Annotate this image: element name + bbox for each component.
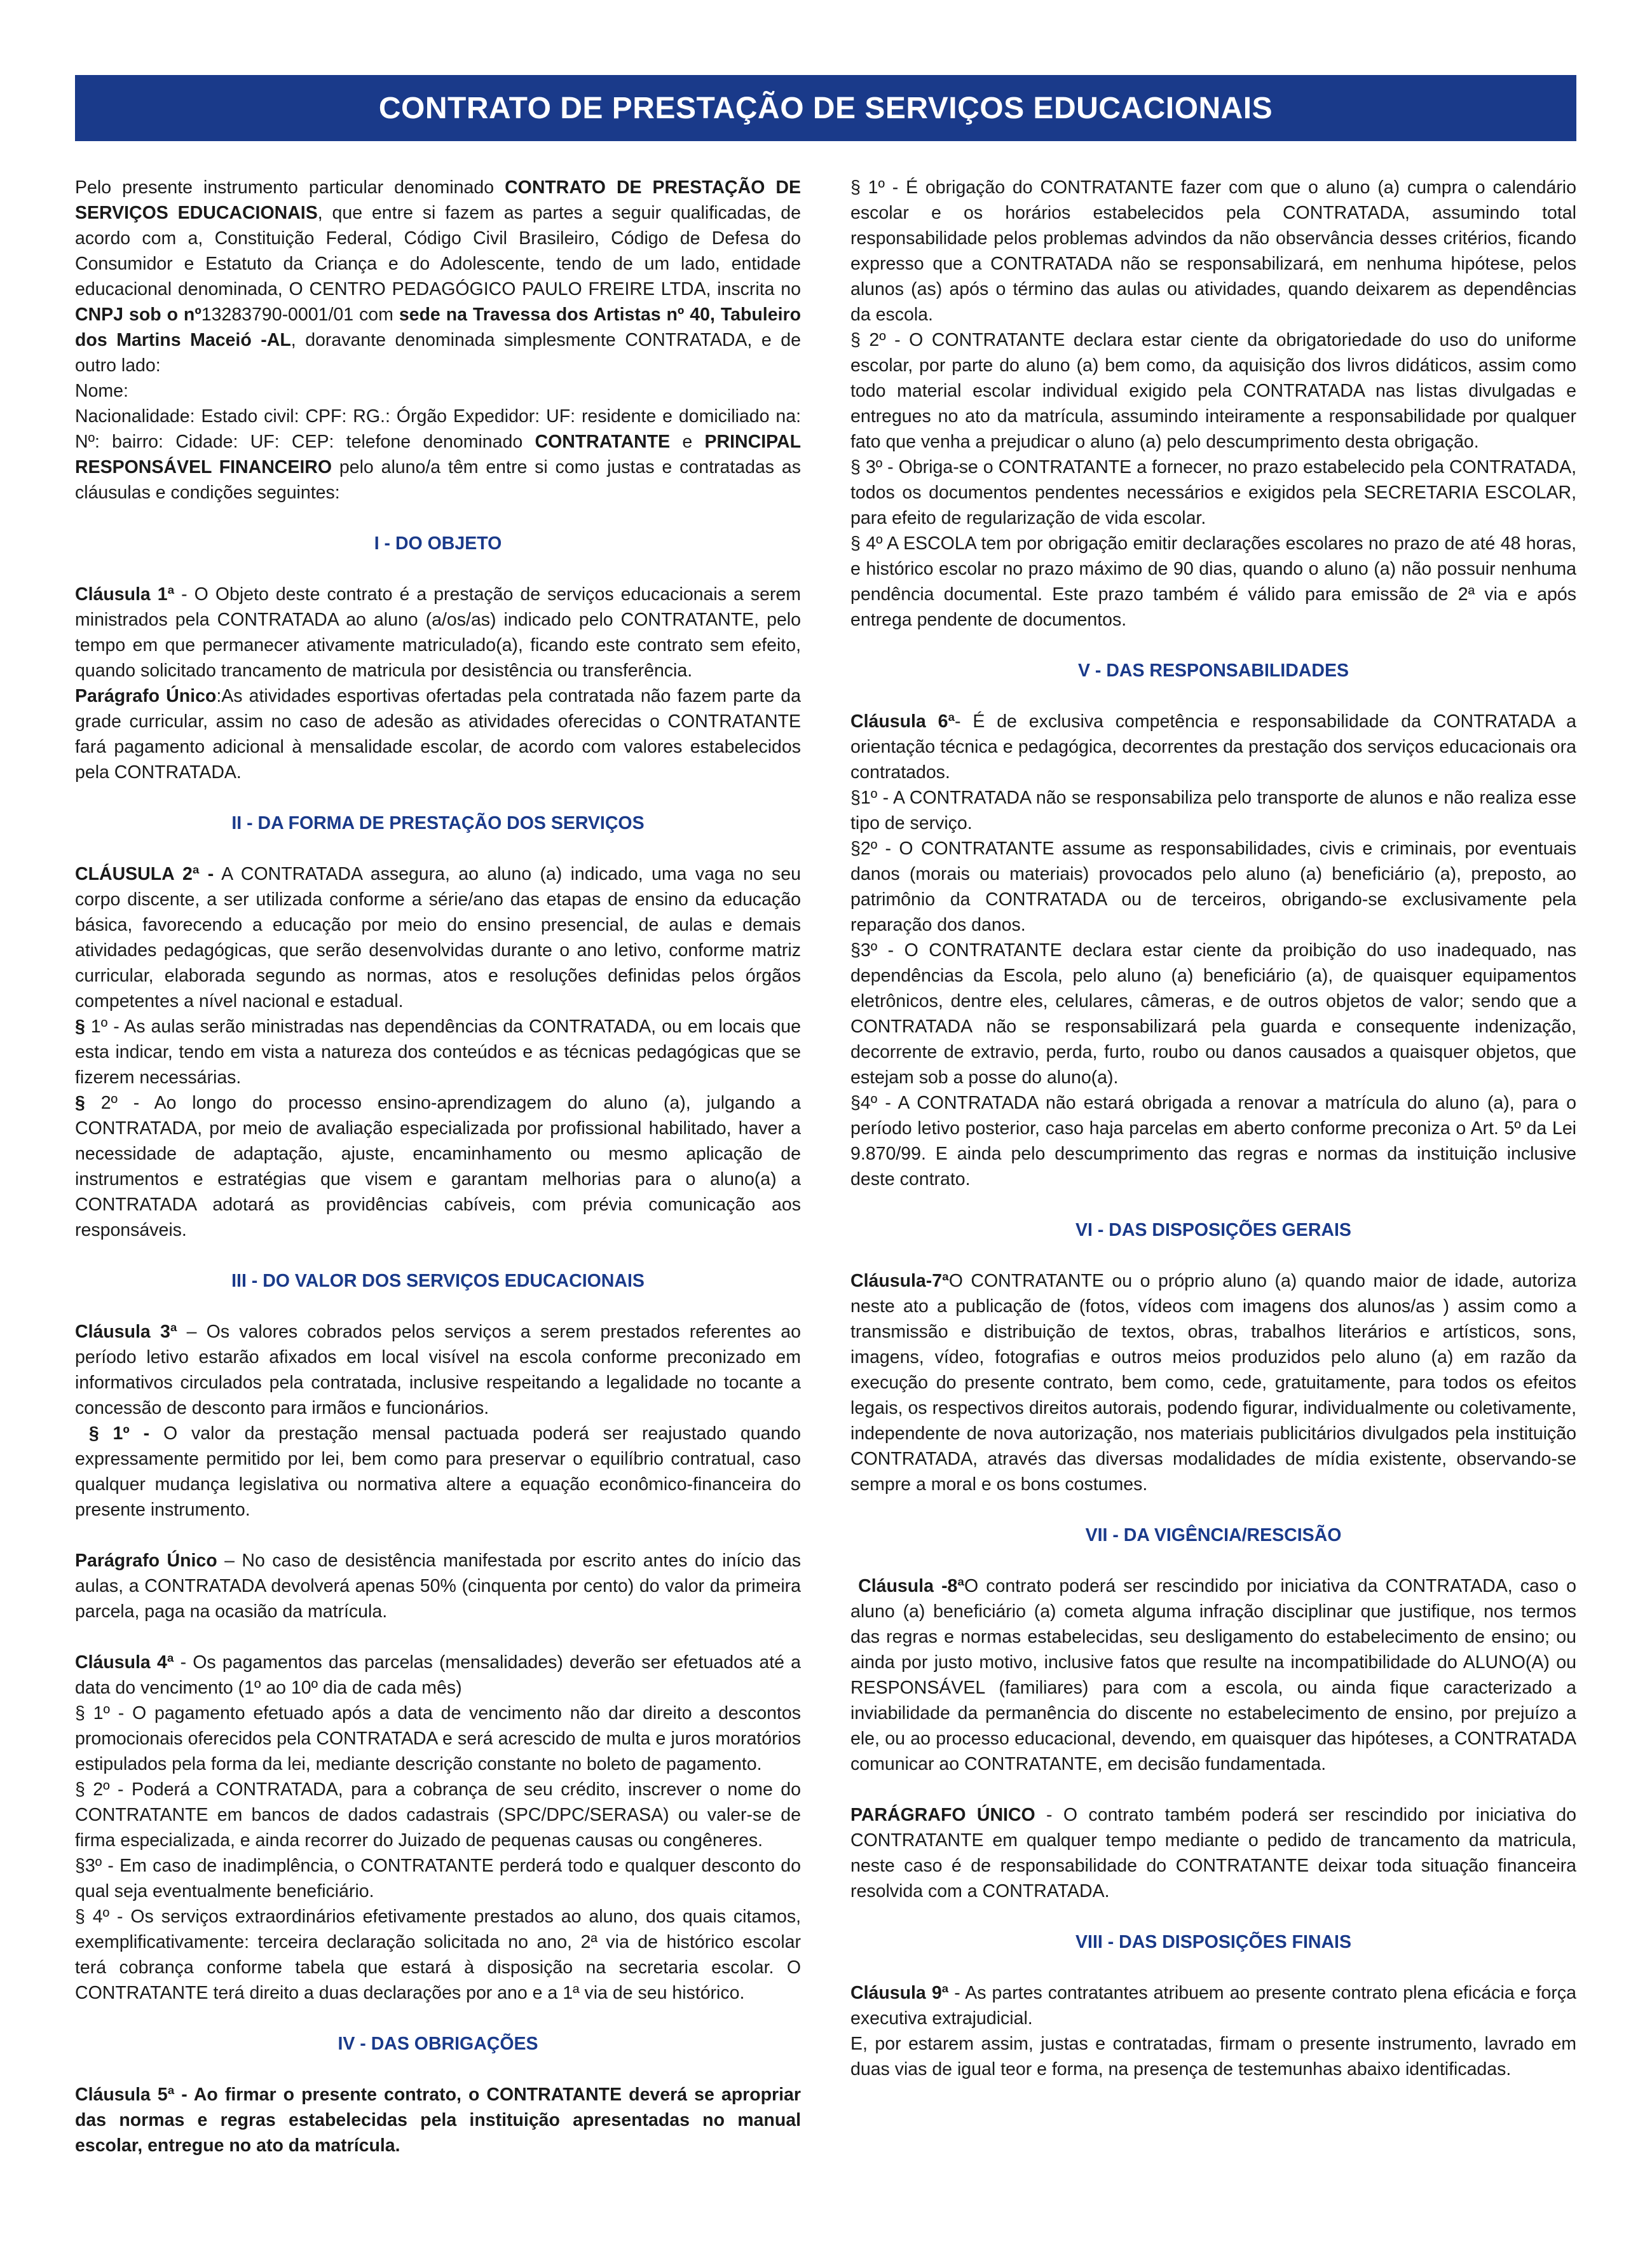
left-column bbox=[75, 175, 801, 2158]
clause-7: Cláusula-7ªO CONTRATANTE ou o próprio aluno (a) quando maior de idade, autoriza neste ato a publicação de (fotos, vídeos com imagens dos alunos/as ) assim como a transmissão e distribuição de textos, obras, trabalhos literários e artísticos, sons, imagens, vídeo, fotografias e outros meios produzidos pelo aluno (a) em razão da execução do presente contrato, bem como, cede, gratuitamente, para todos os efeitos legais, os respectivos direitos autorais, podendo figurar, individualmente ou coletivamente, independente de nova autorização, nos materiais publicitários divulgados pela instituição CONTRATADA, através das diversas modalidades de mídia existente, observando-se sempre a moral e os bons costumes. bbox=[850, 1271, 1576, 1495]
clause-3: Cláusula 3ª – Os valores cobrados pelos serviços a serem prestados referentes ao período letivo estarão afixados em local visível na escola conforme preconizado em informativos circulados pela contratada, inclusive respeitando a legalidade no tocante a concessão de desconto para irmãos e funcionários. bbox=[75, 1322, 801, 1418]
section-heading-vigencia: VII - DA VIGÊNCIA/RESCISÃO bbox=[1085, 1525, 1342, 1545]
clause-6-s3: §3º - O CONTRATANTE declara estar ciente da proibição do uso inadequado, nas dependências da Escola, pelo aluno (a) beneficiário (a), de quaisquer equipamentos eletrônicos, dentre eles, celulares, câmeras, e de outros objetos de valor; sendo que a CONTRATADA não se responsabilizará pela guarda e consequente indenização, decorrente de extravio, perda, furto, roubo ou danos causados a quaisquer objetos, que estejam sob a posse do aluno(a). bbox=[850, 940, 1576, 1088]
closing-statement: E, por estarem assim, justas e contratadas, firmam o presente instrumento, lavrado em duas vias de igual teor e forma, na presença de testemunhas abaixo identificadas. bbox=[850, 2034, 1576, 2079]
clause-6-s2: §2º - O CONTRATANTE assume as responsabilidades, civis e criminais, por eventuais danos (morais ou materiais) provocados pelo aluno (a) beneficiário (a), preposto, ao patrimônio da CONTRATADA ou de terceiros, obrigando-se exclusivamente pela reparação dos danos. bbox=[850, 839, 1576, 935]
section-heading-obrigacoes: IV - DAS OBRIGAÇÕES bbox=[338, 2034, 538, 2054]
clause-2-s1: § 1º - As aulas serão ministradas nas dependências da CONTRATADA, ou em locais que esta indicar, tendo em vista a natureza dos conteúdos e as técnicas pedagógicas que se fizerem necessárias. bbox=[75, 1017, 801, 1088]
section-heading-valor: III - DO VALOR DOS SERVIÇOS EDUCACIONAIS bbox=[231, 1271, 645, 1291]
intro-name-line: Nome: bbox=[75, 381, 128, 401]
section-heading-forma: II - DA FORMA DE PRESTAÇÃO DOS SERVIÇOS bbox=[231, 813, 645, 833]
clause-4-s4: § 4º - Os serviços extraordinários efetivamente prestados ao aluno, dos quais citamos, exemplificativamente: terceira declaração solicitada no ano, 2ª via de histórico escolar terá cobrança conforme tabela que estará à disposição na secretaria escolar. O CONTRATANTE terá direito a duas declarações por ano e a 1ª via de seu histórico. bbox=[75, 1907, 801, 2003]
obligation-s2: § 2º - O CONTRATANTE declara estar ciente da obrigatoriedade do uso do uniforme escolar, por parte do aluno (a) bem como, da aquisição dos livros didáticos, assim como todo material escolar individual exigido pela CONTRATADA nas listas divulgadas e entregues no ato da matrícula, assumindo inteiramente a responsabilidade por qualquer fato que venha a prejudicar o aluno (a) pelo descumprimento desta obrigação. bbox=[850, 330, 1576, 452]
clause-3-s1: § 1º - O valor da prestação mensal pactuada poderá ser reajustado quando expressamente permitido por lei, bem como para preservar o equilíbrio contratual, caso qualquer mudança legislativa ou normativa altere a equação econômico-financeira do presente instrumento. bbox=[75, 1423, 801, 1520]
obligation-s1: § 1º - É obrigação do CONTRATANTE fazer com que o aluno (a) cumpra o calendário escolar e os horários estabelecidos pela CONTRATADA, assumindo total responsabilidade pelos problemas advindos da não observância desses critérios, ficando expresso que a CONTRATADA não se responsabilizará, em nenhuma hipótese, pelos alunos (as) após o término das aulas ou atividades, quando deixarem as dependências da escola. bbox=[850, 177, 1576, 325]
clause-4-s3: §3º - Em caso de inadimplência, o CONTRATANTE perderá todo e qualquer desconto do qual seja eventualmente beneficiário. bbox=[75, 1856, 801, 1901]
clause-2: CLÁUSULA 2ª - A CONTRATADA assegura, ao aluno (a) indicado, uma vaga no seu corpo discente, a ser utilizada conforme a série/ano das etapas de ensino da educação básica, favorecendo a educação por meio do ensino presencial, de aulas e demais atividades pedagógicas, que serão desenvolvidas durante o ano letivo, conforme matriz curricular, elaborada segundo as normas, atos e resoluções definidas pelos órgãos competentes a nível nacional e estadual. bbox=[75, 864, 801, 1011]
intro-paragraph: Pelo presente instrumento particular denominado CONTRATO DE PRESTAÇÃO DE SERVIÇOS EDUCACIONAIS, que entre si fazem as partes a seguir qualificadas, de acordo com a, Constituição Federal, Código Civil Brasileiro, Código de Defesa do Consumidor e Estatuto da Criança e do Adolescente, tendo de um lado, entidade educacional denominada, O CENTRO PEDAGÓGICO PAULO FREIRE LTDA, inscrita no CNPJ sob o nº13283790-0001/01 com sede na Travessa dos Artistas nº 40, Tabuleiro dos Martins Maceió -AL, doravante denominada simplesmente CONTRATADA, e de outro lado: bbox=[75, 177, 801, 376]
clause-6-s1: §1º - A CONTRATADA não se responsabiliza pelo transporte de alunos e não realiza esse tipo de serviço. bbox=[850, 788, 1576, 833]
clause-6-s4: §4º - A CONTRATADA não estará obrigada a renovar a matrícula do aluno (a), para o período letivo posterior, caso haja parcelas em aberto conforme preconiza o Art. 5º da Lei 9.870/99. E ainda pelo descumprimento das regras e normas da instituição inclusive deste contrato. bbox=[850, 1093, 1576, 1189]
clause-4-s2: § 2º - Poderá a CONTRATADA, para a cobrança de seu crédito, inscrever o nome do CONTRATANTE em bancos de dados cadastrais (SPC/DPC/SERASA) ou valer-se de firma especializada, e ainda recorrer do Juizado de pequenas causas ou congêneres. bbox=[75, 1779, 801, 1851]
clause-8: Cláusula -8ªO contrato poderá ser rescindido por iniciativa da CONTRATADA, caso o aluno (a) beneficiário (a) cometa alguma infração disciplinar que justifique, nos termos das regras e normas estabelecidas, seu desligamento do estabelecimento de ensino; ou ainda por justo motivo, inclusive fatos que resulte na incompatibilidade do ALUNO(A) ou RESPONSÁVEL (familiares) para com a escola, ou ainda fique caracterizado a inviabilidade da permanência do discente no estabelecimento de ensino, por prejuízo a ele, ou ao processo educacional, devendo, em quaisquer das hipóteses, a CONTRATADA comunicar ao CONTRATANTE, em decisão fundamentada. bbox=[850, 1576, 1576, 1774]
section-heading-responsabilidades: V - DAS RESPONSABILIDADES bbox=[1078, 661, 1349, 681]
obligation-s3: § 3º - Obriga-se o CONTRATANTE a fornecer, no prazo estabelecido pela CONTRATADA, todos os documentos pendentes necessários e exigidos pela SECRETARIA ESCOLAR, para efeito de regularização de vida escolar. bbox=[850, 457, 1576, 528]
section-heading-finais: VIII - DAS DISPOSIÇÕES FINAIS bbox=[1075, 1932, 1351, 1952]
clause-1-paragraph: Parágrafo Único:As atividades esportivas ofertadas pela contratada não fazem parte da grade curricular, assim no caso de adesão as atividades oferecidas o CONTRATANTE fará pagamento adicional à mensalidade escolar, de acordo com valores estabelecidos pela CONTRATADA. bbox=[75, 686, 801, 783]
clause-8-paragraph: PARÁGRAFO ÚNICO - O contrato também poderá ser rescindido por iniciativa do CONTRATANTE em qualquer tempo mediante o pedido de trancamento da matricula, neste caso é de responsabilidade do CONTRATANTE deixar toda situação financeira resolvida com a CONTRATADA. bbox=[850, 1805, 1576, 1901]
clause-6: Cláusula 6ª- É de exclusiva competência e responsabilidade da CONTRATADA a orientação técnica e pedagógica, decorrentes da prestação dos serviços educacionais ora contratados. bbox=[850, 711, 1577, 783]
intro-party-details: Nacionalidade: Estado civil: CPF: RG.: Órgão Expedidor: UF: residente e domiciliado na: Nº: bairro: Cidade: UF: CEP: telefone denominado CONTRATANTE e PRINCIPAL RESPONSÁVEL FINANCEIRO pelo aluno/a têm entre si como justas e contratadas as cláusulas e condições seguintes: bbox=[75, 406, 802, 503]
clause-2-s2: § 2º - Ao longo do processo ensino-aprendizagem do aluno (a), julgando a CONTRATADA, por meio de avaliação especializada por profissional habilitado, haver a necessidade de adaptação, ajuste, encaminhamento ou mesmo aplicação de instrumentos e estratégias que visem e garantam melhorias para o aluno(a) a CONTRATADA adotará as providências cabíveis, com prévia comunicação aos responsáveis. bbox=[75, 1093, 801, 1240]
clause-4: Cláusula 4ª - Os pagamentos das parcelas (mensalidades) deverão ser efetuados até a data do vencimento (1º ao 10º dia de cada mês) bbox=[75, 1652, 802, 1698]
clause-9: Cláusula 9ª - As partes contratantes atribuem ao presente contrato plena eficácia e força executiva extrajudicial. bbox=[850, 1983, 1576, 2029]
clause-1: Cláusula 1ª - O Objeto deste contrato é a prestação de serviços educacionais a serem ministrados pela CONTRATADA ao aluno (a/os/as) indicado pelo CONTRATANTE, pelo tempo em que permanecer ativamente matriculado(a), ficando este contrato sem efeito, quando solicitado trancamento de matricula por desistência ou transferência. bbox=[75, 584, 801, 681]
clause-4-s1: § 1º - O pagamento efetuado após a data de vencimento não dar direito a descontos promocionais oferecidos pela CONTRATADA e será acrescido de multa e juros moratórios estipulados pela forma da lei, mediante descrição constante no boleto de pagamento. bbox=[75, 1703, 801, 1774]
right-column bbox=[850, 175, 1576, 2082]
section-heading-objeto: I - DO OBJETO bbox=[374, 533, 502, 554]
clause-5: Cláusula 5ª - Ao firmar o presente contrato, o CONTRATANTE deverá se apropriar das normas e regras estabelecidas pela instituição apresentadas no manual escolar, entregue no ato da matrícula. bbox=[75, 2085, 801, 2156]
section-heading-gerais: VI - DAS DISPOSIÇÕES GERAIS bbox=[1075, 1220, 1351, 1240]
clause-3-paragraph: Parágrafo Único – No caso de desistência manifestada por escrito antes do início das aulas, a CONTRATADA devolverá apenas 50% (cinquenta por cento) do valor da primeira parcela, paga na ocasião da matrícula. bbox=[75, 1551, 801, 1622]
page-title: CONTRATO DE PRESTAÇÃO DE SERVIÇOS EDUCACIONAIS bbox=[378, 91, 1273, 125]
obligation-s4: § 4º A ESCOLA tem por obrigação emitir declarações escolares no prazo de até 48 horas, e histórico escolar no prazo máximo de 90 dias, quando o aluno (a) não possuir nenhuma pendência documental. Este prazo também é válido para emissão de 2ª via e após entrega pendente de documentos. bbox=[850, 533, 1576, 630]
title-banner bbox=[75, 75, 1576, 141]
